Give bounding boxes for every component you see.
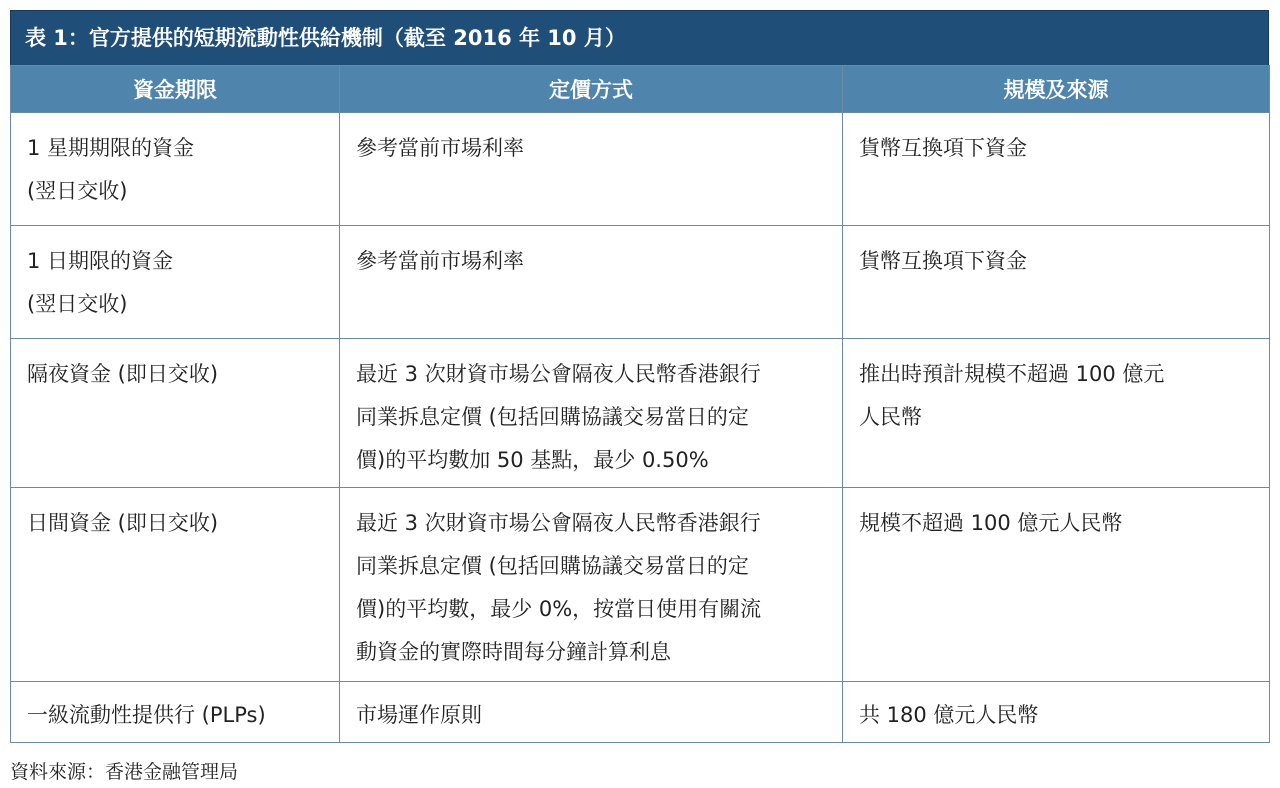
cell-term <box>11 226 340 339</box>
cell-term <box>11 488 340 682</box>
cell-text: 1 星期期限的資金 <box>27 136 195 160</box>
table-row <box>11 339 1270 488</box>
cell-term <box>11 682 340 743</box>
cell-text: 動資金的實際時間每分鐘計算利息 <box>356 640 671 664</box>
cell-text: 隔夜資金 (即日交收) <box>27 362 219 386</box>
table-row <box>11 682 1270 743</box>
cell-text: 最近 3 次財資市場公會隔夜人民幣香港銀行 <box>356 362 761 386</box>
cell-text: 參考當前市場利率 <box>356 136 524 160</box>
cell-pricing <box>340 113 843 226</box>
cell-pricing <box>340 339 843 488</box>
cell-text: 最近 3 次財資市場公會隔夜人民幣香港銀行 <box>356 511 761 535</box>
source-note: 資料來源：香港金融管理局 <box>10 761 239 783</box>
cell-text: 同業拆息定價 (包括回購協議交易當日的定 <box>356 554 749 578</box>
table-row <box>11 226 1270 339</box>
cell-text: (翌日交收) <box>27 179 128 203</box>
table-header-row <box>11 66 1270 113</box>
cell-scale <box>843 488 1270 682</box>
cell-scale <box>843 226 1270 339</box>
table-row <box>11 113 1270 226</box>
cell-text: 參考當前市場利率 <box>356 249 524 273</box>
cell-text: 同業拆息定價 (包括回購協議交易當日的定 <box>356 405 749 429</box>
header-pricing: 定價方式 <box>340 66 843 113</box>
header-scale: 規模及來源 <box>843 66 1270 113</box>
cell-text: 一級流動性提供行 (PLPs) <box>27 703 266 727</box>
liquidity-table <box>10 65 1270 743</box>
cell-scale <box>843 682 1270 743</box>
cell-text: 價)的平均數，最少 0%，按當日使用有關流 <box>356 597 762 621</box>
cell-text: 推出時預計規模不超過 100 億元 <box>859 362 1165 386</box>
cell-text: 共 180 億元人民幣 <box>859 703 1039 727</box>
cell-text: 人民幣 <box>859 405 922 429</box>
cell-text: (翌日交收) <box>27 292 128 316</box>
cell-pricing <box>340 226 843 339</box>
cell-text: 貨幣互換項下資金 <box>859 136 1027 160</box>
liquidity-table-container <box>10 10 1269 743</box>
cell-scale <box>843 339 1270 488</box>
cell-text: 規模不超過 100 億元人民幣 <box>859 511 1123 535</box>
cell-scale <box>843 113 1270 226</box>
table-title: 表 1：官方提供的短期流動性供給機制（截至 2016 年 10 月） <box>10 10 1269 65</box>
cell-text: 1 日期限的資金 <box>27 249 174 273</box>
cell-text: 價)的平均數加 50 基點，最少 0.50% <box>356 448 709 472</box>
header-term: 資金期限 <box>11 66 340 113</box>
cell-text: 貨幣互換項下資金 <box>859 249 1027 273</box>
cell-text: 日間資金 (即日交收) <box>27 511 219 535</box>
cell-term <box>11 113 340 226</box>
cell-term <box>11 339 340 488</box>
cell-pricing <box>340 488 843 682</box>
table-row <box>11 488 1270 682</box>
cell-text: 市場運作原則 <box>356 703 482 727</box>
cell-pricing <box>340 682 843 743</box>
